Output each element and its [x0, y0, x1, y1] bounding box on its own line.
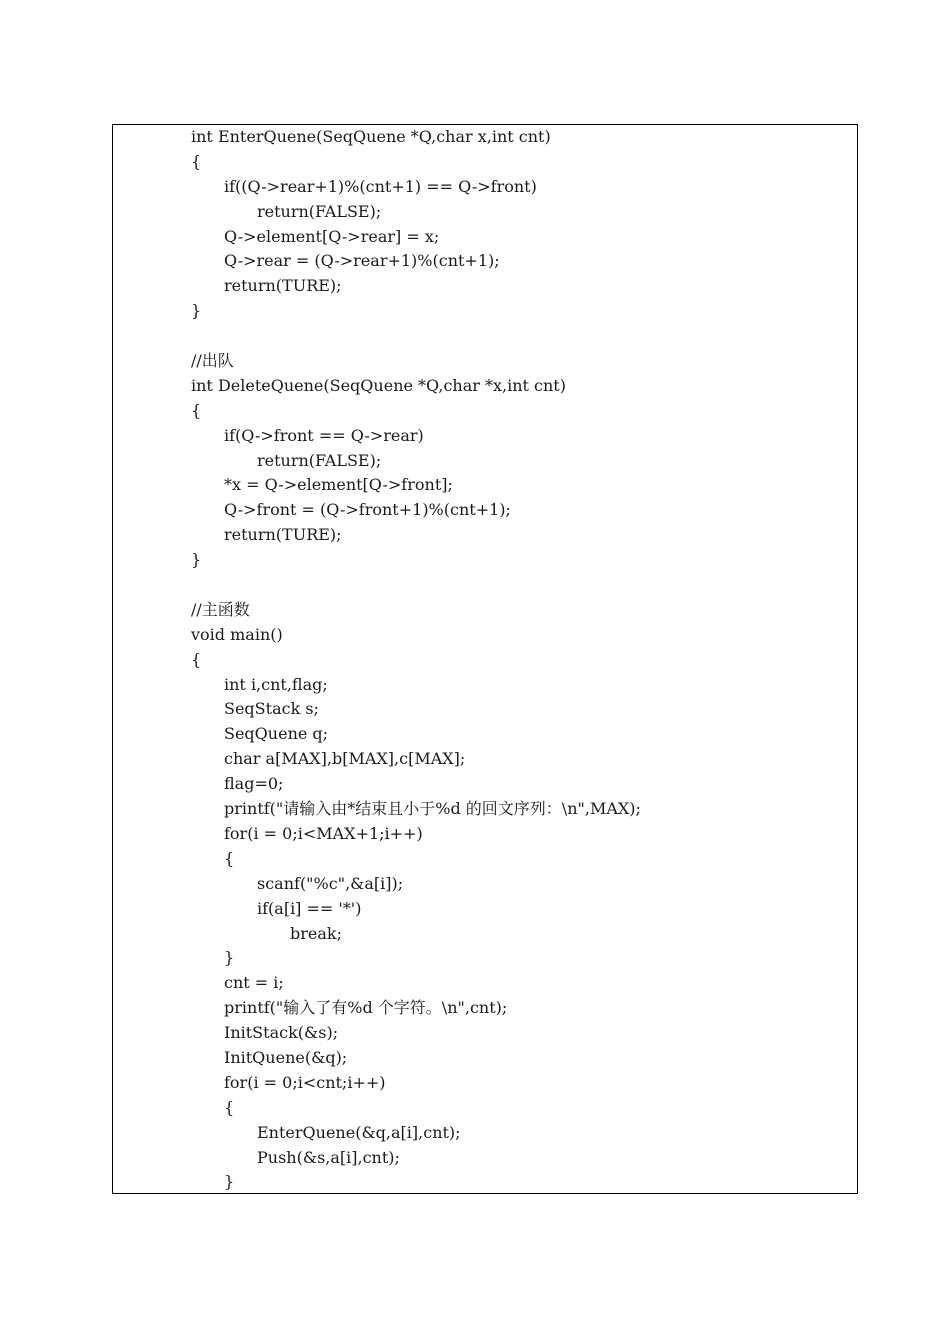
code-line: {	[224, 848, 235, 868]
code-line: SeqQuene q;	[224, 724, 329, 744]
code-line: for(i = 0;i<cnt;i++)	[224, 1072, 386, 1092]
code-line: flag=0;	[224, 774, 284, 794]
code-line: *x = Q->element[Q->front];	[224, 475, 453, 495]
code-listing	[191, 125, 641, 1194]
code-line: return(TURE);	[224, 276, 342, 296]
code-line: {	[191, 151, 202, 171]
code-line: Q->element[Q->rear] = x;	[224, 226, 440, 246]
code-line: printf("请输入由*结束且小于%d 的回文序列：\n",MAX);	[224, 799, 641, 819]
code-line: }	[224, 948, 235, 968]
code-line: Push(&s,a[i],cnt);	[257, 1147, 400, 1167]
code-line: for(i = 0;i<MAX+1;i++)	[224, 823, 423, 843]
code-line: break;	[290, 923, 342, 943]
code-line: int EnterQuene(SeqQuene *Q,char x,int cnt)	[191, 127, 551, 146]
code-line: void main()	[191, 624, 283, 644]
code-line: if(Q->front == Q->rear)	[224, 425, 424, 445]
code-comment: //主函数	[191, 599, 250, 619]
code-line: int DeleteQuene(SeqQuene *Q,char *x,int cnt)	[191, 375, 566, 395]
code-line: Q->rear = (Q->rear+1)%(cnt+1);	[224, 251, 500, 271]
code-comment: //出队	[191, 351, 234, 371]
code-line: }	[224, 1172, 235, 1192]
code-line: }	[191, 550, 202, 570]
code-line: {	[191, 400, 202, 420]
code-line: {	[224, 1097, 235, 1117]
code-line: InitStack(&s);	[224, 1023, 339, 1043]
code-listing-box	[112, 124, 858, 1194]
code-line: if(a[i] == '*')	[257, 898, 362, 918]
code-line: EnterQuene(&q,a[i],cnt);	[257, 1122, 461, 1142]
code-line: char a[MAX],b[MAX],c[MAX];	[224, 749, 466, 769]
code-line: return(FALSE);	[257, 450, 382, 470]
code-line: return(TURE);	[224, 525, 342, 545]
code-line: printf("输入了有%d 个字符。\n",cnt);	[224, 998, 508, 1018]
code-line: Q->front = (Q->front+1)%(cnt+1);	[224, 500, 511, 520]
code-line: int i,cnt,flag;	[224, 674, 328, 694]
code-line: cnt = i;	[224, 973, 284, 993]
code-line: return(FALSE);	[257, 201, 382, 221]
code-line: InitQuene(&q);	[224, 1047, 348, 1067]
code-line: if((Q->rear+1)%(cnt+1) == Q->front)	[224, 176, 537, 196]
code-line	[191, 573, 641, 598]
code-line: }	[191, 301, 202, 321]
code-line: SeqStack s;	[224, 699, 319, 719]
code-line	[191, 324, 641, 349]
code-line: scanf("%c",&a[i]);	[257, 873, 404, 893]
code-line: {	[191, 649, 202, 669]
